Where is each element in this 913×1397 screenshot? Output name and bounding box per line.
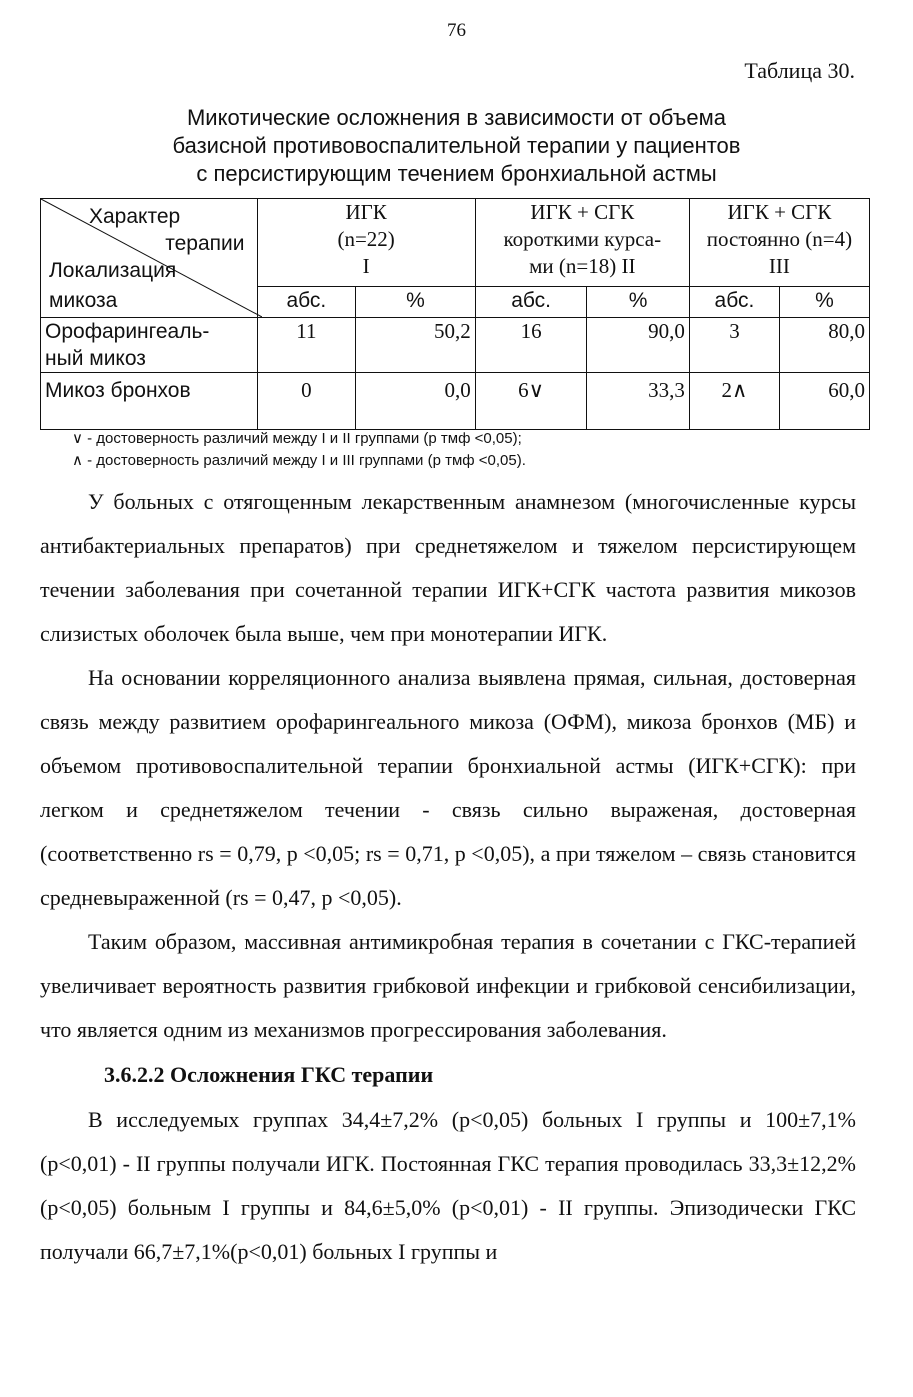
- table-cell: 16: [475, 318, 587, 373]
- paragraph: На основании корреляционного анализа выявлена прямая, сильная, достоверная связь между развитием орофарингеального микоза (ОФМ), микоза бронхов (МБ) и объемом противовоспалительной терапии бронхиальной астмы (ИГК+СГК): при легком и среднетяжелом течении - связь сильно выраженая, достоверная (соответственно rs = 0,79, р <0,05; rs = 0,71, р <0,05), а при тяжелом – связь становится средневыраженной (rs = 0,47, р <0,05).: [40, 665, 856, 910]
- footnote: ∨ - достоверность различий между I и II группами (р тмф <0,05);: [72, 430, 522, 447]
- footnote: ∧ - достоверность различий между I и III группами (р тмф <0,05).: [72, 452, 526, 469]
- row-label-cell: [41, 318, 258, 373]
- table-cell: 3: [689, 318, 779, 373]
- table-title: [0, 104, 913, 188]
- table-header-row: [41, 199, 870, 287]
- corner-top-label: Характер: [89, 205, 181, 228]
- table-title-line: с персистирующим течением бронхиальной астмы: [196, 161, 717, 186]
- row-label-line: Орофарингеаль-: [45, 320, 210, 343]
- paragraph: У больных с отягощенным лекарственным анамнезом (многочисленные курсы антибактериальных препаратов) при среднетяжелом и тяжелом персистирующем течении заболевания при сочетанной терапии ИГК+СГК частота развития микозов слизистых оболочек была выше, чем при монотерапии ИГК.: [40, 489, 856, 646]
- table-cell: 11: [257, 318, 356, 373]
- group-header-line: ИГК: [345, 200, 387, 224]
- table-cell: 80,0: [780, 318, 870, 373]
- corner-bottom-label: Локализация: [49, 259, 177, 282]
- table-footnotes: [72, 428, 526, 472]
- group-header-line: постоянно (n=4): [706, 227, 853, 251]
- paragraph: В исследуемых группах 34,4±7,2% (р<0,05) больных I группы и 100±7,1% (р<0,01) - II группы получали ИГК. Постоянная ГКС терапия проводилась 33,3±12,2% (р<0,05) больным I группы и 84,6±5,0% (р<0,01) - II группы. Эпизодически ГКС получали 66,7±7,1%(р<0,01) больных I группы и: [40, 1107, 856, 1264]
- group-header-cell: [257, 199, 475, 287]
- table-row: [41, 318, 870, 373]
- corner-header-cell: [41, 199, 258, 318]
- table-cell: 2∧: [689, 373, 779, 430]
- data-table: [40, 198, 870, 430]
- paragraph: Таким образом, массивная антимикробная терапия в сочетании с ГКС-терапией увеличивает вероятность развития грибковой инфекции и грибковой сенсибилизации, что является одним из механизмов прогрессирования заболевания.: [40, 929, 856, 1042]
- table-row: [41, 373, 870, 430]
- group-header-line: I: [362, 254, 370, 278]
- subheader-cell: абс.: [689, 287, 779, 318]
- subheader-cell: абс.: [257, 287, 356, 318]
- table-cell: 0: [257, 373, 356, 430]
- table-label: Таблица 30.: [744, 58, 855, 83]
- corner-bottom-label: микоза: [49, 289, 118, 312]
- table-title-line: базисной противовоспалительной терапии у пациентов: [172, 133, 741, 158]
- row-label-line: ный микоз: [45, 347, 146, 370]
- subheader-cell: %: [587, 287, 689, 318]
- table-cell: 6∨: [475, 373, 587, 430]
- table-cell: 50,2: [356, 318, 476, 373]
- page-number: 76: [447, 20, 466, 41]
- group-header-line: (n=22): [337, 227, 395, 251]
- body-text: [40, 480, 856, 1274]
- group-header-line: ИГК + СГК: [727, 200, 832, 224]
- subheader-cell: %: [356, 287, 476, 318]
- subheader-cell: абс.: [475, 287, 587, 318]
- subheader-cell: %: [780, 287, 870, 318]
- group-header-line: ми (n=18) II: [529, 254, 636, 278]
- table-cell: 90,0: [587, 318, 689, 373]
- group-header-cell: [475, 199, 689, 287]
- group-header-cell: [689, 199, 869, 287]
- table-cell: 33,3: [587, 373, 689, 430]
- section-heading: 3.6.2.2 Осложнения ГКС терапии: [104, 1062, 434, 1087]
- table-cell: 0,0: [356, 373, 476, 430]
- corner-top-label: терапии: [165, 232, 245, 255]
- group-header-line: III: [768, 254, 790, 278]
- group-header-line: короткими курса-: [503, 227, 662, 251]
- table-cell: 60,0: [780, 373, 870, 430]
- table-title-line: Микотические осложнения в зависимости от объема: [186, 105, 727, 130]
- row-label-cell: Микоз бронхов: [41, 373, 258, 430]
- group-header-line: ИГК + СГК: [530, 200, 635, 224]
